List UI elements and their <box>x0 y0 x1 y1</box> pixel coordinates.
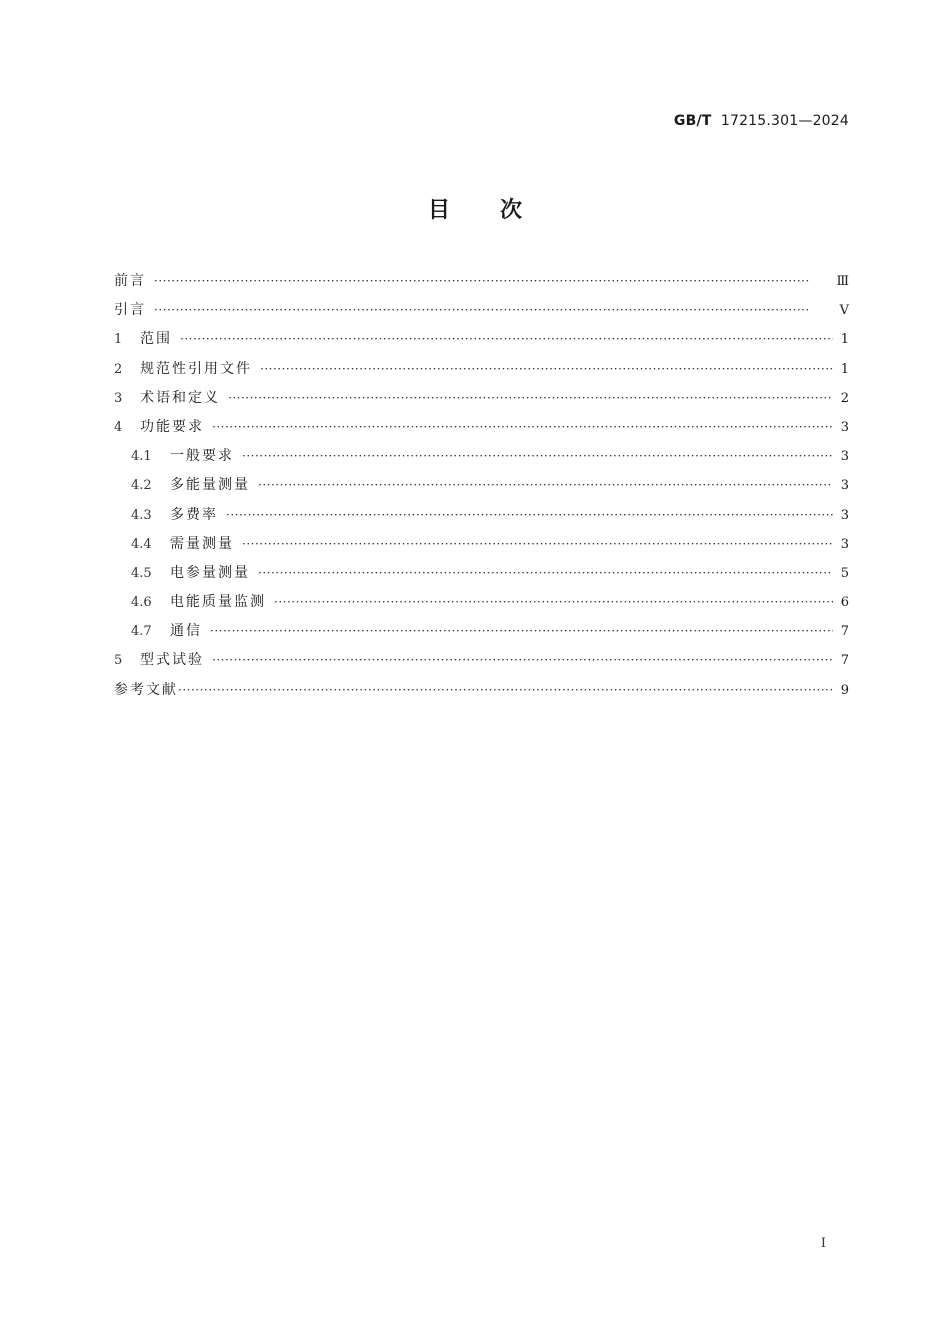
footer-page-number: I <box>820 1236 826 1251</box>
standard-code: 17215.301—2024 <box>720 113 849 129</box>
toc-entry-page: 3 <box>840 449 849 465</box>
toc-entry[interactable] <box>114 620 849 649</box>
table-of-contents <box>114 270 849 708</box>
toc-entry-label: 多费率 <box>170 506 218 523</box>
toc-leader-dots <box>258 478 833 492</box>
toc-entry[interactable] <box>114 679 849 708</box>
toc-entry-label: 功能要求 <box>140 418 204 435</box>
toc-entry-page: Ⅲ <box>836 274 849 289</box>
toc-leader-dots <box>258 566 833 580</box>
toc-entry-label: 引言 <box>114 302 146 319</box>
toc-entry[interactable] <box>114 358 849 387</box>
toc-leader-dots <box>274 595 833 609</box>
toc-leader-dots <box>212 420 833 434</box>
toc-leader-dots <box>226 508 833 522</box>
toc-leader-dots <box>178 683 833 697</box>
toc-entry-label: 范围 <box>140 331 172 348</box>
toc-entry-page: 2 <box>840 390 849 406</box>
toc-entry-label: 通信 <box>170 623 202 640</box>
toc-entry-label: 电参量测量 <box>170 564 250 581</box>
toc-entry-label: 规范性引用文件 <box>140 360 252 377</box>
toc-entry-number: 1 <box>114 332 123 348</box>
toc-entry-label: 前言 <box>114 273 146 289</box>
toc-entry[interactable] <box>114 416 849 445</box>
toc-entry-number: 4.6 <box>131 595 152 611</box>
toc-entry-page: 6 <box>840 595 849 611</box>
toc-entry-page: 3 <box>840 507 849 523</box>
toc-entry[interactable] <box>114 504 849 533</box>
toc-entry-number: 4.4 <box>131 536 152 552</box>
toc-entry-number: 5 <box>114 653 123 669</box>
toc-entry-page: 3 <box>840 419 849 435</box>
toc-entry-page: 1 <box>840 361 849 377</box>
toc-leader-dots <box>154 303 833 317</box>
toc-leader-dots <box>210 624 833 638</box>
toc-entry-label: 型式试验 <box>140 652 204 669</box>
toc-entry[interactable] <box>114 387 849 416</box>
toc-entry-number: 4.2 <box>131 478 152 494</box>
toc-entry-number: 4 <box>114 419 123 435</box>
toc-entry-number: 4.3 <box>131 507 152 523</box>
toc-entry-label: 多能量测量 <box>170 477 250 494</box>
toc-leader-dots <box>260 362 833 376</box>
toc-entry-label: 一般要求 <box>170 448 234 465</box>
toc-entry-page: 5 <box>840 565 849 581</box>
toc-entry-number: 4.1 <box>131 449 152 465</box>
toc-entry-page: 9 <box>840 682 849 698</box>
toc-entry-number: 4.5 <box>131 565 152 581</box>
toc-entry[interactable] <box>114 474 849 503</box>
toc-entry-label: 参考文献 <box>114 681 178 698</box>
toc-entry-page: 7 <box>840 624 849 640</box>
toc-leader-dots <box>242 449 833 463</box>
page-title: 目次 <box>427 198 572 223</box>
toc-entry[interactable] <box>114 649 849 678</box>
standard-number <box>674 113 849 129</box>
toc-entry-label: 需量测量 <box>170 535 234 552</box>
toc-entry[interactable] <box>114 445 849 474</box>
toc-entry-page: 7 <box>840 653 849 669</box>
toc-entry[interactable] <box>114 533 849 562</box>
toc-entry-page: 1 <box>840 332 849 348</box>
toc-leader-dots <box>180 332 833 346</box>
toc-entry[interactable] <box>114 270 849 299</box>
toc-entry[interactable] <box>114 591 849 620</box>
toc-entry-number: 2 <box>114 361 123 377</box>
toc-entry-label: 术语和定义 <box>140 389 220 406</box>
toc-entry[interactable] <box>114 328 849 357</box>
toc-entry-page: Ⅴ <box>839 303 849 319</box>
toc-entry-page: 3 <box>840 478 849 494</box>
toc-entry-number: 3 <box>114 390 123 406</box>
toc-leader-dots <box>212 653 833 667</box>
toc-leader-dots <box>228 391 833 405</box>
toc-leader-dots <box>154 274 830 288</box>
standard-prefix: GB/T <box>673 113 712 129</box>
toc-leader-dots <box>242 537 833 551</box>
toc-entry[interactable] <box>114 299 849 328</box>
toc-entry[interactable] <box>114 562 849 591</box>
toc-entry-label: 电能质量监测 <box>170 594 266 611</box>
toc-entry-page: 3 <box>840 536 849 552</box>
toc-entry-number: 4.7 <box>131 624 152 640</box>
